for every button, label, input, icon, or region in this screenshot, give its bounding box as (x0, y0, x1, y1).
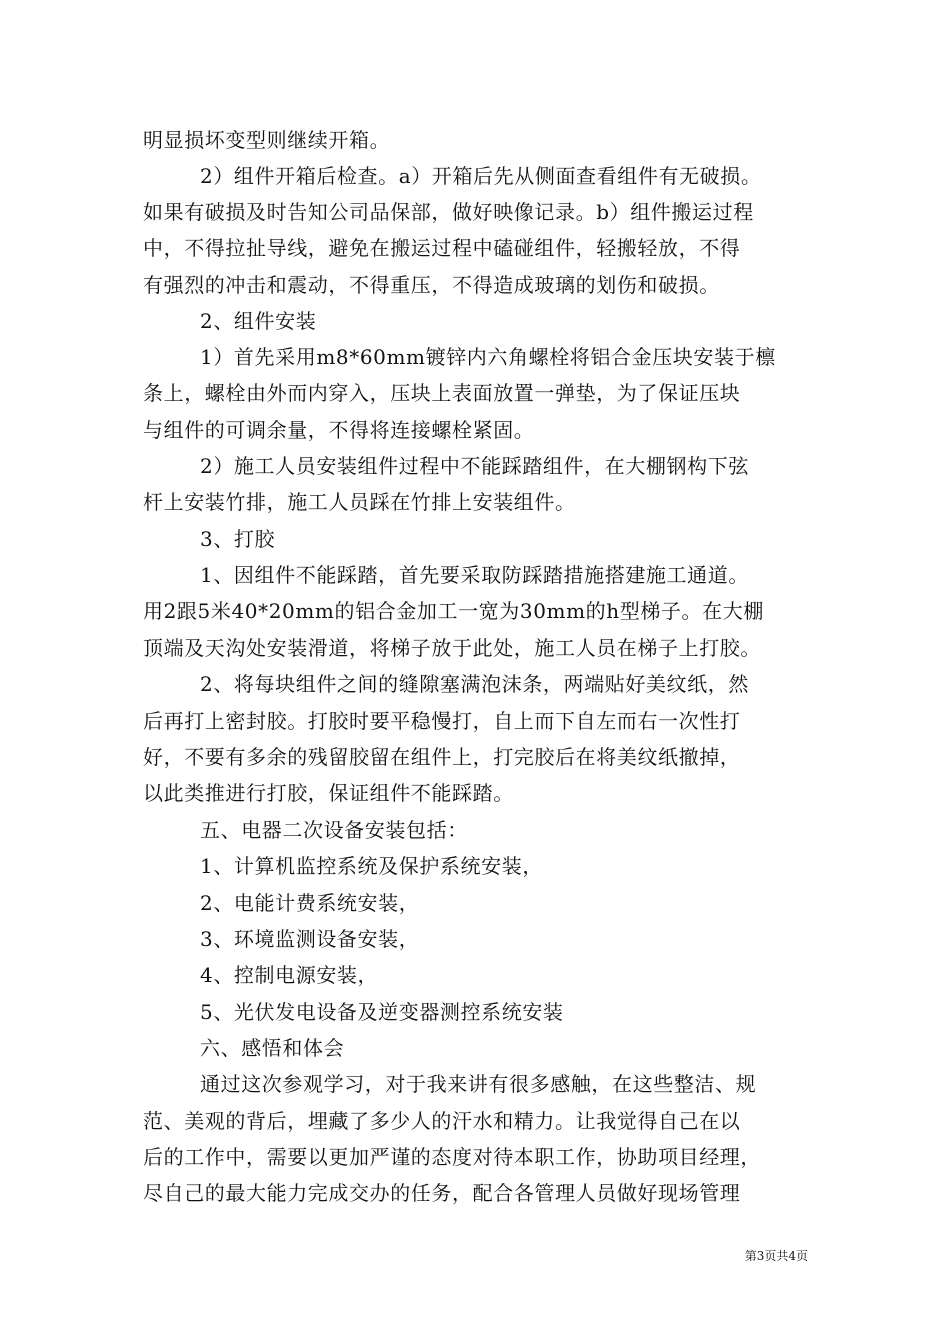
body-line: 2）施工人员安装组件过程中不能踩踏组件，在大棚钢构下弦 (200, 454, 749, 478)
section-heading: 六、感悟和体会 (200, 1036, 345, 1060)
page-number: 第3页共4页 (744, 1249, 808, 1263)
list-item: 5、光伏发电设备及逆变器测控系统安装 (200, 1000, 564, 1024)
body-line: 2）组件开箱后检查。a）开箱后先从侧面查看组件有无破损。 (200, 164, 762, 188)
body-line: 中，不得拉扯导线，避免在搬运过程中磕碰组件，轻搬轻放，不得 (143, 236, 741, 260)
body-line: 通过这次参观学习，对于我来讲有很多感触，在这些整洁、规 (200, 1072, 757, 1096)
body-line: 以此类推进行打胶，保证组件不能踩踏。 (143, 781, 514, 805)
body-line: 好，不要有多余的残留胶留在组件上，打完胶后在将美纹纸撤掉， (143, 745, 741, 769)
list-item: 4、控制电源安装， (200, 963, 379, 987)
body-line: 1、因组件不能踩踏，首先要采取防踩踏措施搭建施工通道。 (200, 563, 749, 587)
body-line: 杆上安装竹排，施工人员踩在竹排上安装组件。 (143, 490, 576, 514)
body-line: 后的工作中，需要以更加严谨的态度对待本职工作，协助项目经理， (143, 1145, 761, 1169)
body-line: 用2跟5米40*20mm的铝合金加工一宽为30mm的h型梯子。在大棚 (143, 599, 764, 623)
body-line: 与组件的可调余量，不得将连接螺栓紧固。 (143, 418, 535, 442)
body-line: 如果有破损及时告知公司品保部，做好映像记录。b）组件搬运过程 (143, 200, 754, 224)
body-line: 明显损坏变型则继续开箱。 (143, 128, 391, 152)
body-line: 条上，螺栓由外而内穿入，压块上表面放置一弹垫，为了保证压块 (143, 381, 741, 405)
body-line: 2、将每块组件之间的缝隙塞满泡沫条，两端贴好美纹纸，然 (200, 672, 749, 696)
body-line: 尽自己的最大能力完成交办的任务，配合各管理人员做好现场管理 (143, 1181, 741, 1205)
list-item: 2、电能计费系统安装， (200, 891, 420, 915)
body-line: 1）首先采用m8*60mm镀锌内六角螺栓将铝合金压块安装于檩 (200, 345, 776, 369)
body-line: 范、美观的背后，埋藏了多少人的汗水和精力。让我觉得自己在以 (143, 1109, 741, 1133)
body-line: 顶端及天沟处安装滑道，将梯子放于此处，施工人员在梯子上打胶。 (143, 636, 761, 660)
body-line: 有强烈的冲击和震动，不得重压，不得造成玻璃的划伤和破损。 (143, 273, 720, 297)
section-heading: 3、打胶 (200, 527, 276, 551)
section-heading: 2、组件安装 (200, 309, 317, 333)
body-line: 后再打上密封胶。打胶时要平稳慢打，自上而下自左而右一次性打 (143, 709, 741, 733)
list-item: 3、环境监测设备安装， (200, 927, 420, 951)
list-item: 1、计算机监控系统及保护系统安装， (200, 854, 543, 878)
section-heading: 五、电器二次设备安装包括： (200, 818, 468, 842)
